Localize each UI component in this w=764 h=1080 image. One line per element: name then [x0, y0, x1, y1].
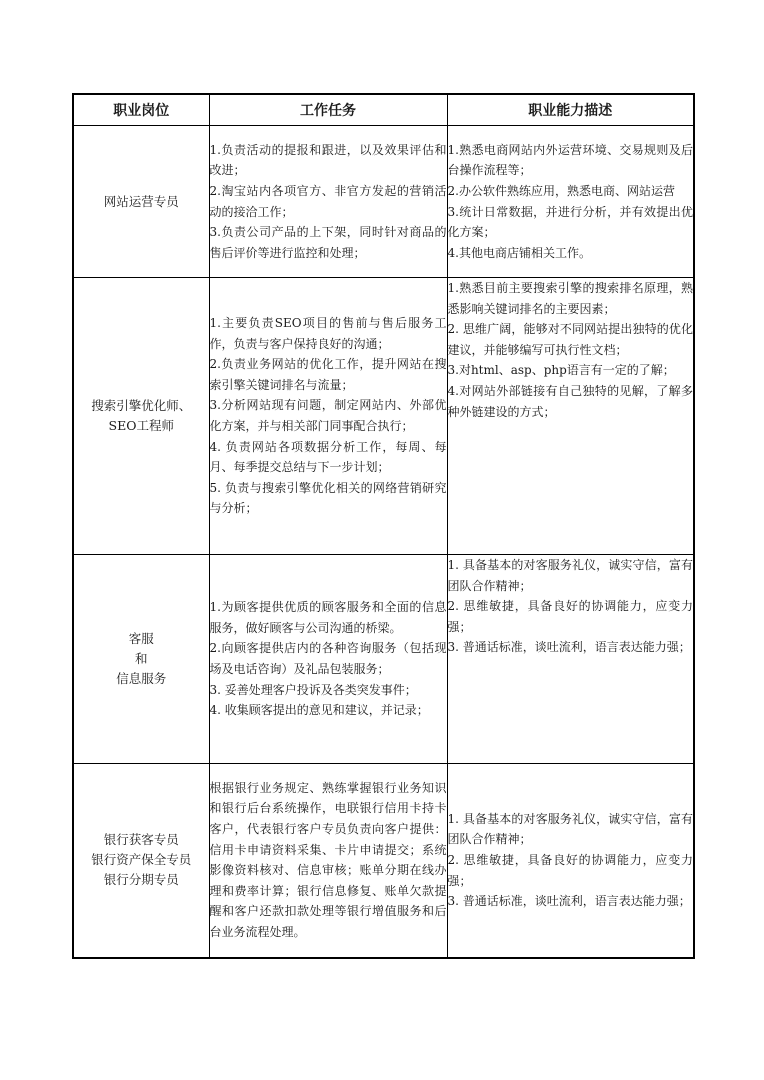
- task-item: 2.负责业务网站的优化工作，提升网站在搜索引擎关键词排名与流量；: [209, 357, 447, 392]
- job-table: [72, 93, 695, 959]
- role-cell: [73, 555, 209, 764]
- tasks-cell: [209, 278, 447, 555]
- task-item: 3.分析网站现有问题，制定网站内、外部优化方案，并与相关部门同事配合执行；: [209, 398, 447, 433]
- role-name: SEO工程师: [108, 418, 174, 433]
- abilities-cell: [447, 764, 694, 958]
- header-position: 职业岗位: [73, 94, 209, 126]
- task-item: 5. 负责与搜索引擎优化相关的网络营销研究与分析；: [209, 480, 447, 516]
- role-name: 客服: [128, 631, 154, 646]
- task-item: 1.为顾客提供优质的顾客服务和全面的信息服务，做好顾客与公司沟通的桥梁。: [209, 600, 447, 635]
- ability-item: 3. 普通话标准，谈吐流利，语言表达能力强；: [447, 894, 691, 909]
- header-tasks: 工作任务: [209, 94, 447, 126]
- task-item: 4. 收集顾客提出的意见和建议，并记录；: [209, 703, 429, 718]
- table-row: [73, 278, 694, 555]
- role-cell: [73, 278, 209, 555]
- task-item: 4. 负责网站各项数据分析工作，每周、每月、每季提交总结与下一步计划；: [209, 439, 447, 475]
- tasks-cell: [209, 764, 447, 958]
- task-item: 3. 妥善处理客户投诉及各类突发事件；: [209, 682, 417, 697]
- header-abilities: 职业能力描述: [447, 94, 694, 126]
- abilities-cell: [447, 555, 694, 764]
- role-name: 搜索引擎优化师、: [91, 398, 192, 413]
- table-row: [73, 764, 694, 958]
- ability-item: 1.熟悉电商网站内外运营环境、交易规则及后台操作流程等；: [447, 142, 693, 178]
- task-item: 2.向顾客提供店内的各种咨询服务（包括现场及电话咨询）及礼品包装服务；: [209, 641, 447, 676]
- role-name: 信息服务: [116, 671, 167, 686]
- ability-item: 2. 思维敏捷，具备良好的协调能力，应变力强；: [447, 852, 693, 888]
- role-name: 网站运营专员: [103, 193, 179, 209]
- ability-item: 2. 思维广阔，能够对不同网站提出独特的优化建议，并能够编写可执行性文档；: [447, 322, 693, 357]
- ability-item: 1.熟悉目前主要搜索引擎的搜索排名原理，熟悉影响关键词排名的主要因素；: [447, 281, 693, 316]
- ability-item: 3.对html、asp、php语言有一定的了解；: [447, 363, 675, 378]
- ability-item: 2.办公软件熟练应用，熟悉电商、网站运营: [447, 183, 675, 198]
- role-name: 银行资产保全专员: [91, 852, 192, 868]
- role-name: 银行分期专员: [103, 872, 179, 888]
- role-cell: [73, 764, 209, 958]
- ability-item: 3.统计日常数据，并进行分析，并有效提出优化方案；: [447, 204, 693, 240]
- task-item: 1.负责活动的提报和跟进，以及效果评估和改进；: [209, 142, 447, 178]
- ability-item: 4.其他电商店铺相关工作。: [447, 245, 591, 260]
- task-item: 1.主要负责SEO项目的售前与售后服务工作，负责与客户保持良好的沟通；: [209, 316, 447, 351]
- role-cell: [73, 126, 209, 278]
- tasks-cell: [209, 555, 447, 764]
- tasks-cell: [209, 126, 447, 278]
- task-item: 3.负责公司产品的上下架，同时针对商品的售后评价等进行监控和处理；: [209, 225, 447, 260]
- ability-item: 3. 普通话标准，谈吐流利，语言表达能力强；: [447, 640, 691, 655]
- ability-item: 4.对网站外部链接有自己独特的见解，了解多种外链建设的方式；: [447, 383, 693, 419]
- task-item: 2.淘宝站内各项官方、非官方发起的营销活动的接洽工作；: [209, 183, 447, 219]
- role-name: 和: [134, 651, 148, 666]
- table-row: [73, 126, 694, 278]
- abilities-cell: [447, 278, 694, 555]
- header-row: [73, 94, 694, 126]
- ability-item: 1. 具备基本的对客服务礼仪，诚实守信，富有团队合作精神；: [447, 558, 693, 593]
- table-row: [73, 555, 694, 764]
- ability-item: 1. 具备基本的对客服务礼仪，诚实守信，富有团队合作精神；: [447, 811, 693, 847]
- task-item: 根据银行业务规定、熟练掌握银行业务知识和银行后台系统操作，电联银行信用卡持卡客户，代表银行客户专员负责向客户提供：信用卡申请资料采集、卡片申请提交；系统影像资料核对、信息审核；账单分期在线办理和费率计算；银行信息修复、账单欠款提醒和客户还款扣款处理等银行增值服务和后台业务流程处理。: [209, 780, 447, 940]
- abilities-cell: [447, 126, 694, 278]
- role-name: 银行获客专员: [103, 832, 179, 848]
- ability-item: 2. 思维敏捷，具备良好的协调能力，应变力强；: [447, 599, 693, 634]
